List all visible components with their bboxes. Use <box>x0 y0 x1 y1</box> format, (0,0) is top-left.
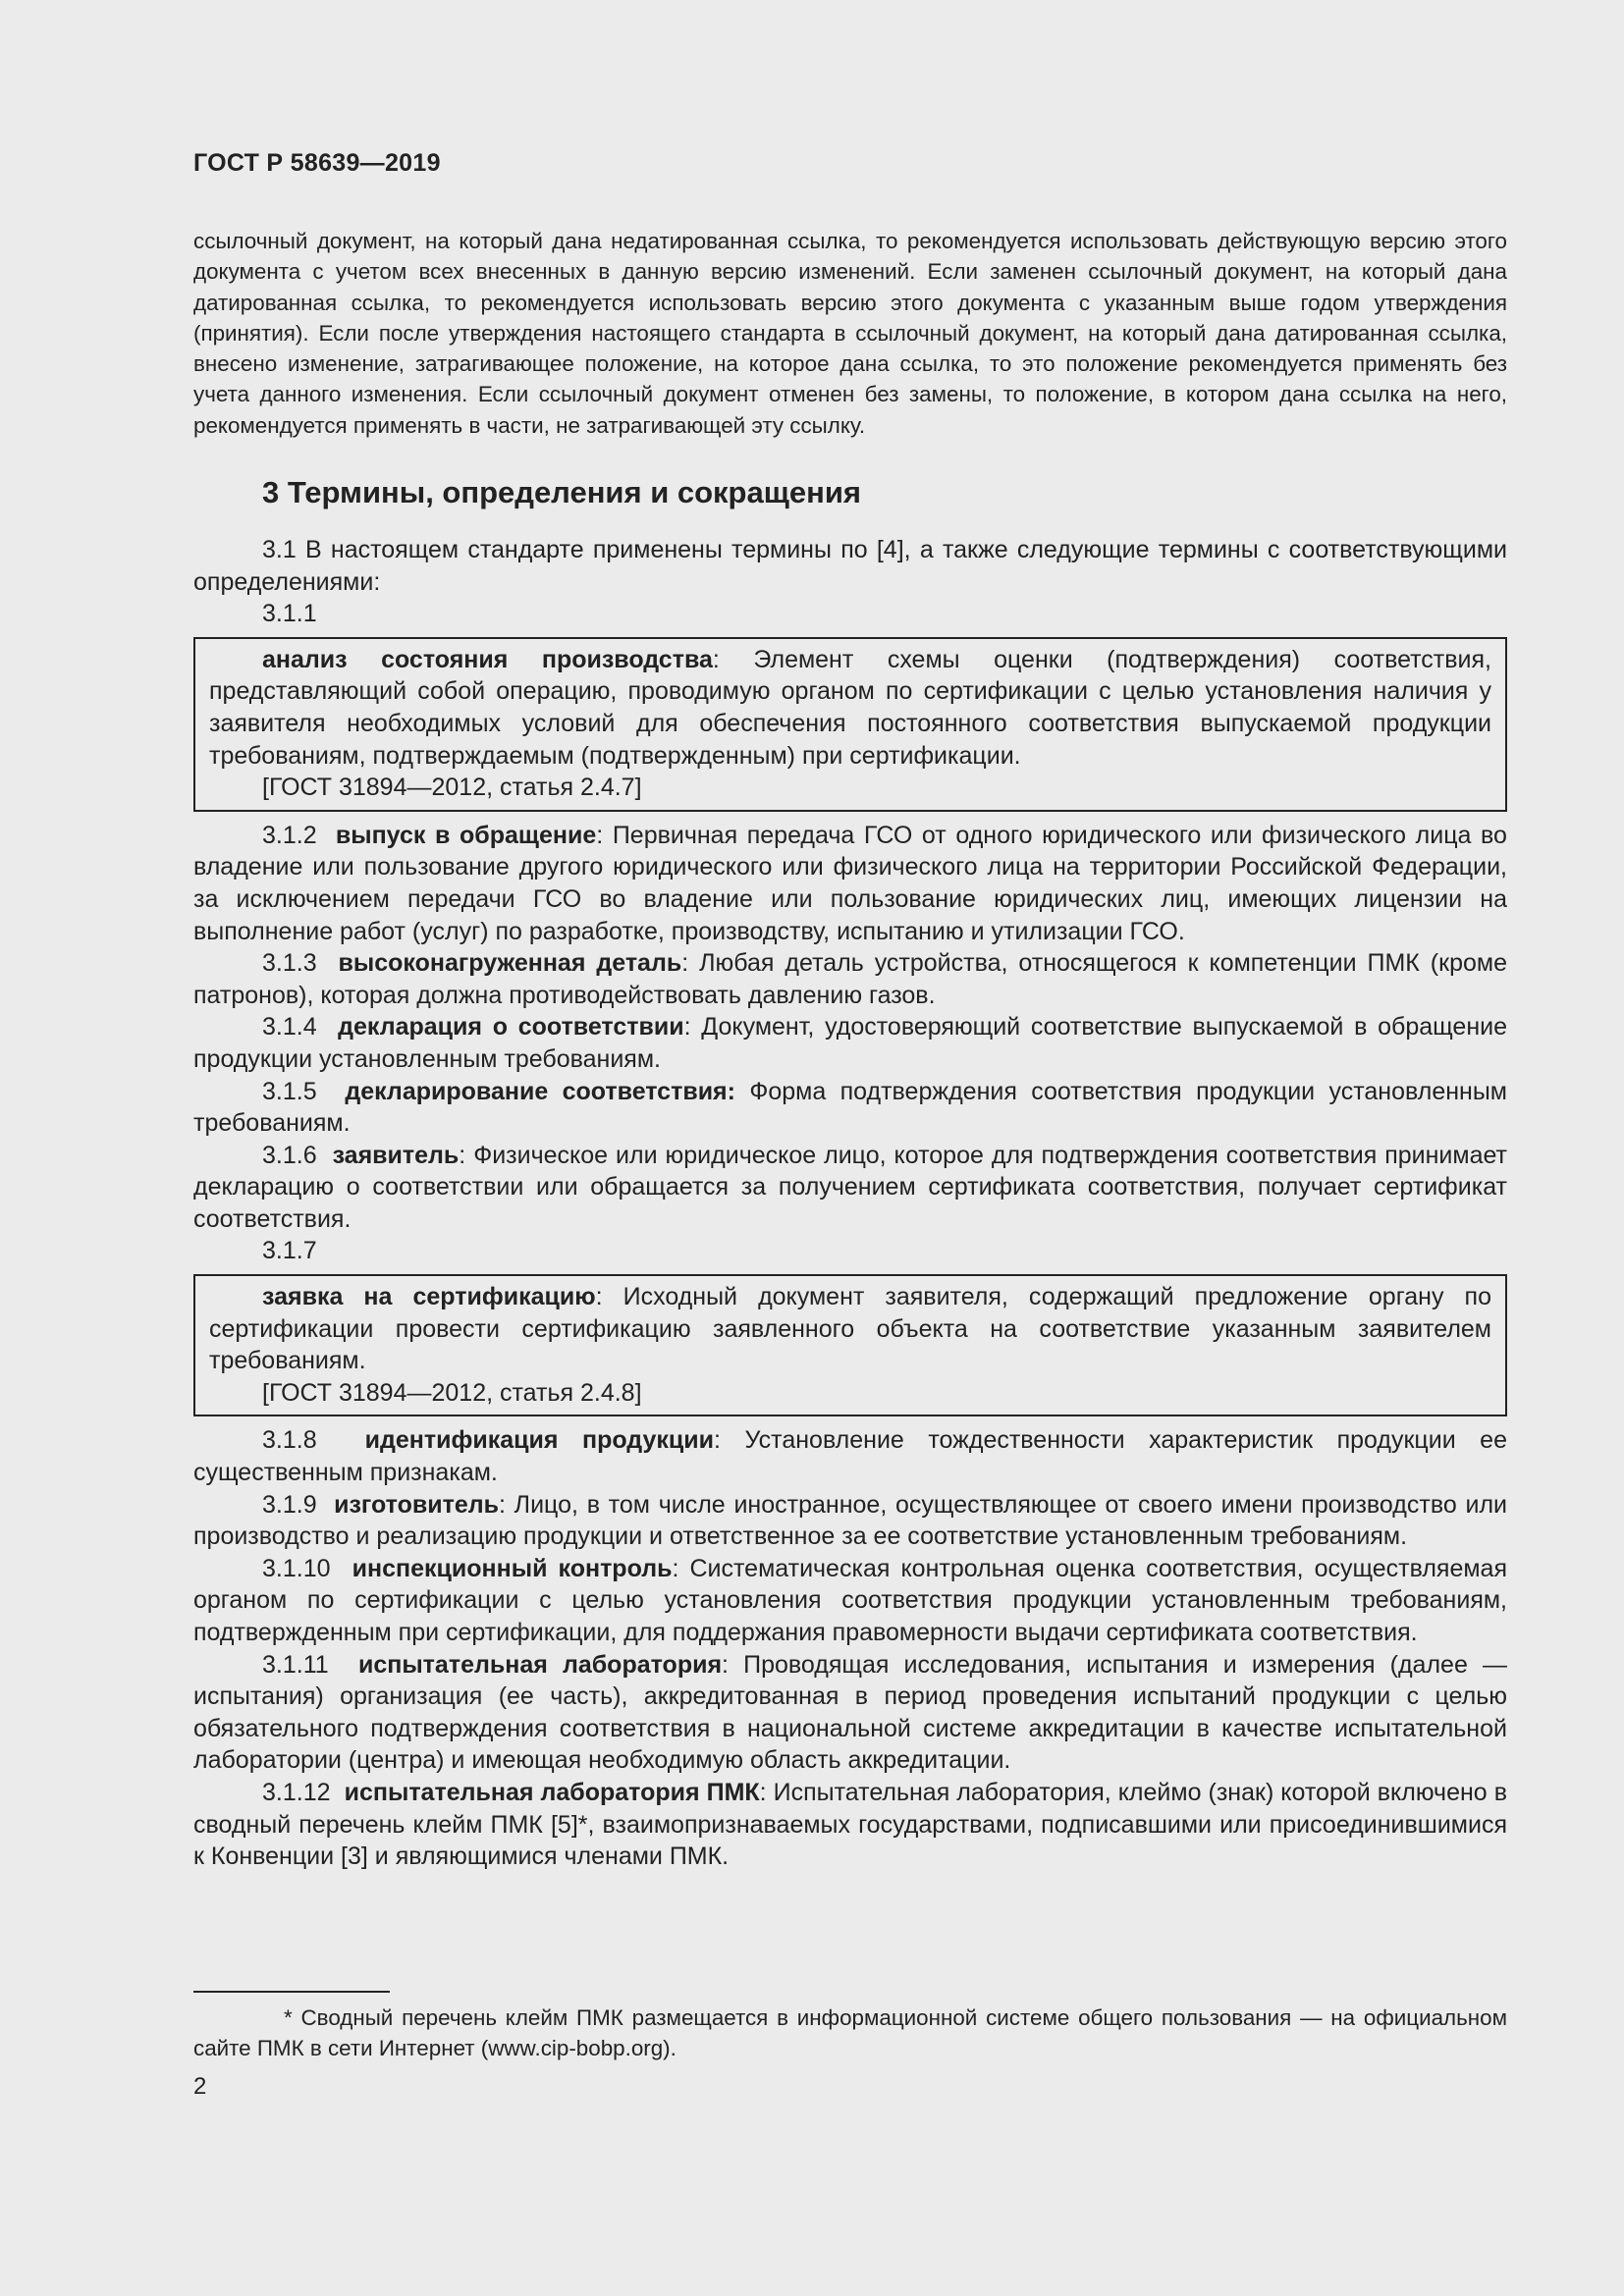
term-definition: Форма подтверждения соответствия продукции установленным требованиям. <box>193 1077 1507 1138</box>
term-name: изготовитель <box>334 1490 499 1519</box>
term-number: 3.1.8 <box>262 1426 317 1455</box>
term-source: [ГОСТ 31894—2012, статья 2.4.7] <box>262 774 642 802</box>
term-definition: : Физическое или юридическое лицо, которое для подтверждения соответствия принимает декларацию о соответствии или обращается за получением сертификата соответствия, получает сертификат соответствия. <box>193 1141 1507 1233</box>
term-entry <box>209 644 1491 772</box>
footnote: * Сводный перечень клейм ПМК размещается в информационной системе общего пользования — на официальном сайте ПМК в сети Интернет (www.cip-bobp.org). <box>193 2005 1507 2060</box>
term-number: 3.1.4 <box>262 1013 317 1041</box>
term-entry <box>193 1649 1507 1777</box>
term-name: заявитель <box>332 1141 460 1169</box>
term-entry <box>193 1140 1507 1236</box>
term-name: декларация о соответствии <box>338 1013 684 1041</box>
term-entry <box>193 1489 1507 1553</box>
term-definition: : Систематическая контрольная оценка соответствия, осуществляемая органом по сертификации с целью установления соответствия продукции установленным требованиям, подтвержденным при сертификации, для поддержания правомерности выдачи сертификата соответствия. <box>193 1554 1507 1646</box>
intro-paragraph: ссылочный документ, на который дана недатированная ссылка, то рекомендуется использовать действующую версию этого документа с учетом всех внесенных в данную версию изменений. Если заменен ссылочный документ, на который дана датированная ссылка, то рекомендуется использовать версию этого документа с указанным выше годом утверждения (принятия). Если после утверждения настоящего стандарта в ссылочный документ, на который дана датированная ссылка, внесено изменение, затрагивающее положение, на которое дана ссылка, то это положение рекомендуется применять без учета данного изменения. Если ссылочный документ отменен без замены, то положение, в котором дана ссылка на него, рекомендуется применять в части, не затрагивающей эту ссылку. <box>193 229 1507 438</box>
term-name: испытательная лаборатория <box>357 1650 723 1679</box>
term-definition: : Проводящая исследования, испытания и измерения (далее — испытания) организация (ее часть), аккредитованная в период проведения испытаний продукции с целью обязательного подтверждения соответствия в национальной системе аккредитации в качестве испытательной лаборатории (центра) и имеющая необходимую область аккредитации. <box>193 1650 1507 1775</box>
term-definition: : Документ, удостоверяющий соответствие выпускаемой в обращение продукции установленным требованиям. <box>193 1013 1507 1073</box>
term-source: [ГОСТ 31894—2012, статья 2.4.8] <box>262 1378 642 1407</box>
term-definition: : Элемент схемы оценки (подтверждения) соответствия, представляющий собой операцию, проводимую органом по сертификации с целью установления наличия у заявителя необходимых условий для обеспечения постоянного соответствия выпускаемой продукции требованиям, подтверждаемым (подтвержденным) при сертификации. <box>209 645 1491 770</box>
term-number: 3.1.2 <box>262 821 317 849</box>
term-number: 3.1.10 <box>262 1554 331 1582</box>
term-definition: : Лицо, в том числе иностранное, осуществляющее от своего имени производство или производство и реализацию продукции и ответственное за ее соответствие установленным требованиям. <box>193 1490 1507 1551</box>
term-box <box>193 637 1507 812</box>
term-name: декларирование соответствия: <box>345 1077 735 1105</box>
term-number: 3.1.5 <box>262 1077 317 1105</box>
terms-section <box>193 534 1507 1873</box>
term-definition: : Любая деталь устройства, относящегося к компетенции ПМК (кроме патронов), которая должна противодействовать давлению газов. <box>193 949 1507 1009</box>
term-entry <box>193 947 1507 1011</box>
term-name: испытательная лаборатория ПМК <box>344 1778 760 1806</box>
term-number: 3.1.11 <box>262 1650 329 1679</box>
page-number: 2 <box>193 2073 207 2100</box>
term-entry <box>209 1281 1491 1377</box>
term-name: выпуск в обращение <box>335 821 597 849</box>
section-title: 3 Термины, определения и сокращения <box>262 475 861 509</box>
term-entry <box>193 1553 1507 1649</box>
term-number: 3.1.7 <box>262 1237 317 1265</box>
term-name: идентификация продукции <box>364 1426 714 1455</box>
term-definition: : Установление тождественности характеристик продукции ее существенным признакам. <box>193 1426 1507 1487</box>
term-entry <box>193 1076 1507 1140</box>
term-entry <box>193 820 1507 947</box>
term-name: высоконагруженная деталь <box>338 949 682 978</box>
term-box <box>193 1274 1507 1416</box>
term-definition: : Исходный документ заявителя, содержащий предложение органу по сертификации провести сертификацию заявленного объекта на соответствие указанным заявителем требованиям. <box>209 1283 1491 1375</box>
term-entry <box>193 1011 1507 1075</box>
term-definition: : Испытательная лаборатория, клеймо (знак) которой включено в сводный перечень клейм ПМК [5]*, взаимопризнаваемых государствами, подписавшими или присоединившимися к Конвенции [3] и являющимися членами ПМК. <box>193 1778 1508 1871</box>
term-definition: : Первичная передача ГСО от одного юридического или физического лица во владение или пользование другого юридического или физического лица на территории Российской Федерации, за исключением передачи ГСО во владение или пользование юридических лиц, имеющих лицензии на выполнение работ (услуг) по разработке, производству, испытанию и утилизации ГСО. <box>193 821 1507 945</box>
term-number: 3.1.12 <box>262 1778 331 1806</box>
term-number: 3.1.3 <box>262 949 317 978</box>
document-code-header: ГОСТ Р 58639—2019 <box>193 149 441 177</box>
term-name: инспекционный контроль <box>352 1554 673 1582</box>
term-number: 3.1.9 <box>262 1490 317 1519</box>
term-number: 3.1.6 <box>262 1141 317 1169</box>
term-number: 3.1.1 <box>262 600 317 628</box>
footnote-divider <box>193 1991 390 1993</box>
term-name: анализ состояния производства <box>262 645 713 673</box>
clause-3-1: 3.1 В настоящем стандарте применены термины по [4], а также следующие термины с соответствующими определениями: <box>193 536 1507 596</box>
term-entry <box>193 1424 1507 1488</box>
term-entry <box>193 1777 1507 1873</box>
term-name: заявка на сертификацию <box>262 1283 596 1311</box>
